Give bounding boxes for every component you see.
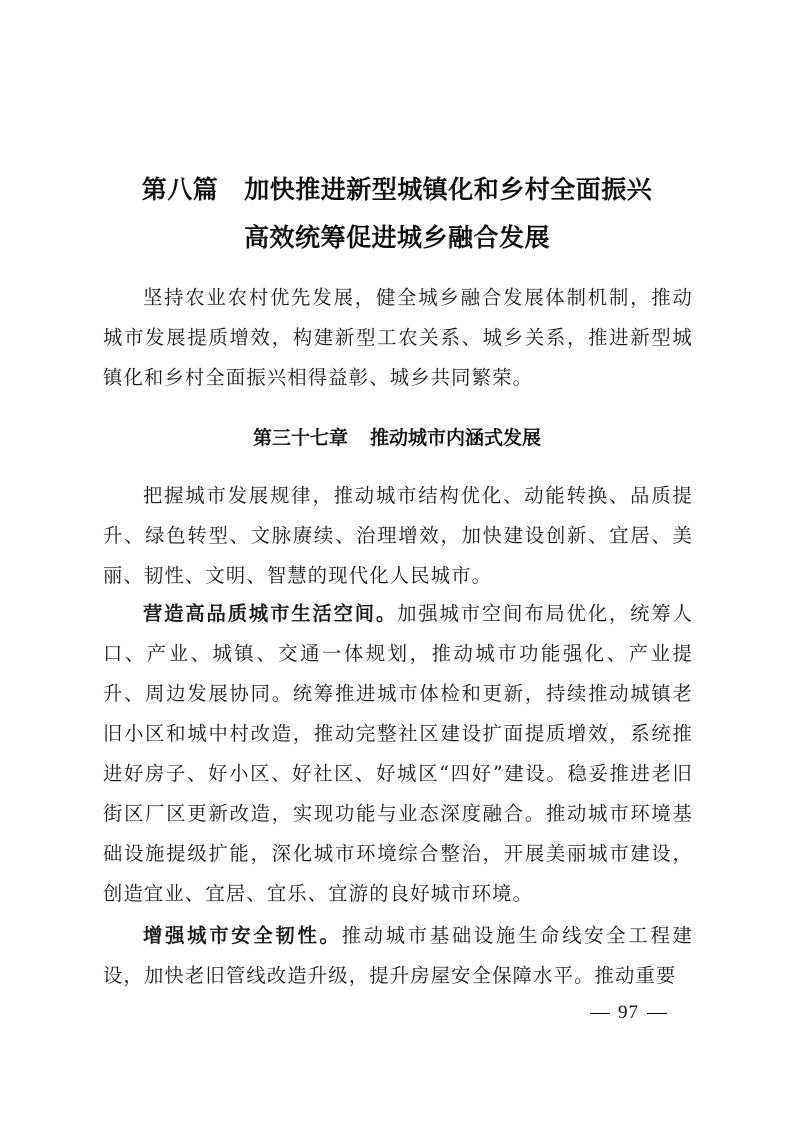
section-body-2: 推动城市基础设施生命线安全工程建设，加快老旧管线改造升级，提升房屋安全保障水平。推动重要 — [103, 924, 693, 987]
chapter-title — [0, 423, 794, 450]
page-number-value: 97 — [618, 1002, 639, 1023]
part-title-text-1: 加快推进新型城镇化和乡村全面振兴 — [244, 175, 653, 204]
page-number — [582, 1002, 675, 1024]
section-paragraph-2 — [103, 916, 693, 996]
part-title-text-2: 高效统筹促进城乡融合发展 — [243, 223, 550, 252]
chapter-number: 第三十七章 — [252, 427, 348, 449]
part-number: 第八篇 — [141, 175, 219, 204]
section-paragraph-1 — [103, 594, 693, 914]
chapter-title-text: 推动城市内涵式发展 — [370, 427, 542, 449]
part-title-line-2 — [0, 218, 794, 254]
part-title-line-1 — [0, 170, 794, 206]
section-lead-1: 营造高品质城市生活空间。 — [143, 602, 398, 625]
page-number-dash-right — [647, 1013, 667, 1014]
intro-paragraph: 坚持农业农村优先发展，健全城乡融合发展体制机制，推动城市发展提质增效，构建新型工农关系、城乡关系，推进新型城镇化和乡村全面振兴相得益彰、城乡共同繁荣。 — [103, 286, 693, 389]
section-lead-2: 增强城市安全韧性。 — [143, 924, 342, 947]
page-number-dash-left — [590, 1013, 610, 1014]
section-body-1: 加强城市空间布局优化，统筹人口、产业、城镇、交通一体规划，推动城市功能强化、产业提升、周边发展协同。统筹推进城市体检和更新，持续推动城镇老旧小区和城中村改造，推动完整社区建设扩面提质增效，系统推进好房子、好小区、好社区、好城区“四好”建设。稳妥推进老旧街区厂区更新改造，实现功能与业态深度融合。推动城市环境基础设施提级扩能，深化城市环境综合整治，开展美丽城市建设，创造宜业、宜居、宜乐、宜游的良好城市环境。 — [103, 602, 693, 905]
chapter-intro-paragraph: 把握城市发展规律，推动城市结构优化、动能转换、品质提升、绿色转型、文脉赓续、治理增效，加快建设创新、宜居、美丽、韧性、文明、智慧的现代化人民城市。 — [103, 484, 693, 587]
